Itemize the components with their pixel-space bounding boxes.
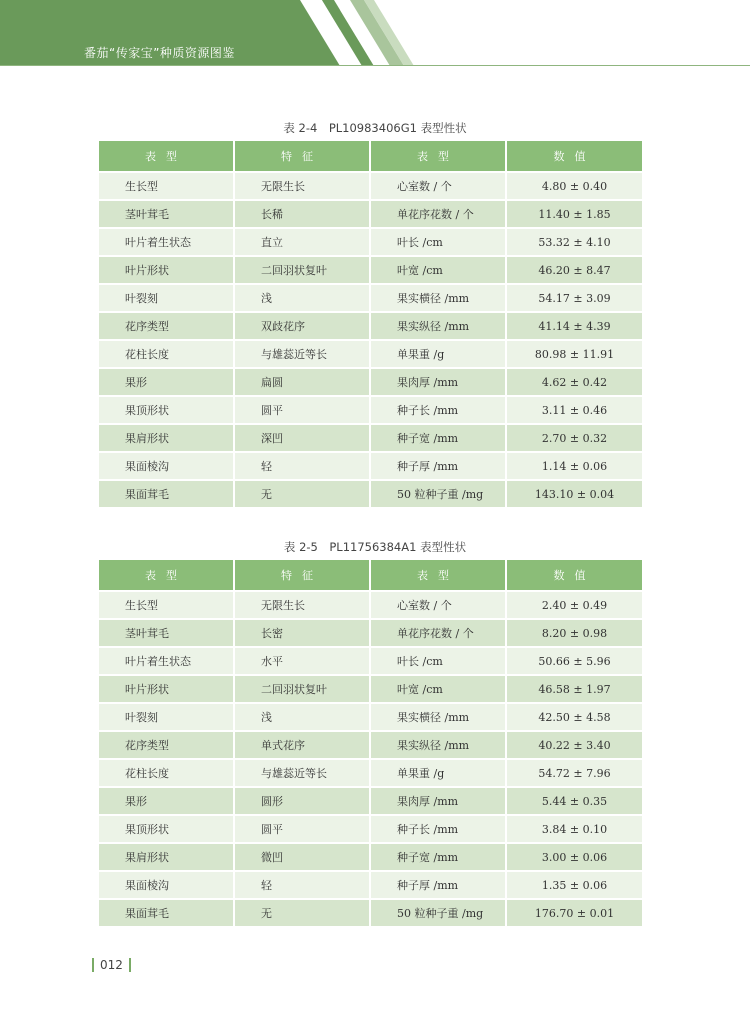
measure-value-cell: 3.84 ± 0.10 xyxy=(507,816,642,842)
footer-bar-right xyxy=(129,958,131,972)
measure-name-cell: 叶长 /cm xyxy=(371,229,505,255)
trait-name-cell: 果面棱沟 xyxy=(99,872,233,898)
table-row xyxy=(99,201,642,227)
table-row xyxy=(99,453,642,479)
measure-value-cell: 46.58 ± 1.97 xyxy=(507,676,642,702)
trait-name-cell: 叶片形状 xyxy=(99,676,233,702)
column-header: 表型 xyxy=(99,141,233,171)
trait-value-cell: 双歧花序 xyxy=(235,313,369,339)
measure-value-cell: 3.11 ± 0.46 xyxy=(507,397,642,423)
trait-value-cell: 长稀 xyxy=(235,201,369,227)
table-row xyxy=(99,872,642,898)
column-header: 数值 xyxy=(507,141,642,171)
column-header: 特征 xyxy=(235,560,369,590)
table-row xyxy=(99,369,642,395)
table-row xyxy=(99,620,642,646)
measure-name-cell: 心室数 / 个 xyxy=(371,173,505,199)
table-row xyxy=(99,481,642,507)
column-header: 特征 xyxy=(235,141,369,171)
measure-value-cell: 50.66 ± 5.96 xyxy=(507,648,642,674)
trait-value-cell: 深凹 xyxy=(235,425,369,451)
trait-value-cell: 圆形 xyxy=(235,788,369,814)
trait-value-cell: 轻 xyxy=(235,453,369,479)
table-body xyxy=(99,592,642,926)
table-row xyxy=(99,704,642,730)
trait-value-cell: 直立 xyxy=(235,229,369,255)
measure-name-cell: 心室数 / 个 xyxy=(371,592,505,618)
table-row xyxy=(99,592,642,618)
table-row xyxy=(99,341,642,367)
measure-name-cell: 种子宽 /mm xyxy=(371,425,505,451)
page-footer xyxy=(86,958,137,972)
table-row xyxy=(99,173,642,199)
trait-value-cell: 无限生长 xyxy=(235,173,369,199)
trait-name-cell: 果面茸毛 xyxy=(99,481,233,507)
measure-value-cell: 4.80 ± 0.40 xyxy=(507,173,642,199)
measure-value-cell: 80.98 ± 11.91 xyxy=(507,341,642,367)
header-title: 番茄“传家宝”种质资源图鉴 xyxy=(84,46,235,60)
trait-value-cell: 二回羽状复叶 xyxy=(235,676,369,702)
measure-name-cell: 果肉厚 /mm xyxy=(371,369,505,395)
trait-value-cell: 无限生长 xyxy=(235,592,369,618)
footer-bar-left xyxy=(92,958,94,972)
trait-name-cell: 生长型 xyxy=(99,173,233,199)
trait-value-cell: 无 xyxy=(235,481,369,507)
table-row xyxy=(99,816,642,842)
trait-value-cell: 轻 xyxy=(235,872,369,898)
table-row xyxy=(99,257,642,283)
trait-name-cell: 果顶形状 xyxy=(99,397,233,423)
measure-name-cell: 单花序花数 / 个 xyxy=(371,620,505,646)
trait-name-cell: 果顶形状 xyxy=(99,816,233,842)
table-row xyxy=(99,313,642,339)
measure-value-cell: 143.10 ± 0.04 xyxy=(507,481,642,507)
trait-name-cell: 叶裂刻 xyxy=(99,285,233,311)
trait-value-cell: 二回羽状复叶 xyxy=(235,257,369,283)
trait-name-cell: 花序类型 xyxy=(99,313,233,339)
trait-value-cell: 扁圆 xyxy=(235,369,369,395)
measure-name-cell: 种子厚 /mm xyxy=(371,872,505,898)
measure-value-cell: 8.20 ± 0.98 xyxy=(507,620,642,646)
table-row xyxy=(99,285,642,311)
trait-name-cell: 叶片形状 xyxy=(99,257,233,283)
trait-name-cell: 茎叶茸毛 xyxy=(99,620,233,646)
measure-name-cell: 50 粒种子重 /mg xyxy=(371,481,505,507)
table-header-row xyxy=(99,141,642,171)
trait-value-cell: 水平 xyxy=(235,648,369,674)
trait-value-cell: 与雄蕊近等长 xyxy=(235,341,369,367)
trait-name-cell: 叶裂刻 xyxy=(99,704,233,730)
table-row xyxy=(99,425,642,451)
measure-value-cell: 11.40 ± 1.85 xyxy=(507,201,642,227)
table-body xyxy=(99,173,642,507)
measure-name-cell: 种子宽 /mm xyxy=(371,844,505,870)
column-header: 表型 xyxy=(99,560,233,590)
column-header: 表型 xyxy=(371,141,505,171)
trait-name-cell: 叶片着生状态 xyxy=(99,648,233,674)
trait-name-cell: 花序类型 xyxy=(99,732,233,758)
table-row xyxy=(99,788,642,814)
header-rule xyxy=(0,65,750,66)
table-row xyxy=(99,397,642,423)
trait-value-cell: 微凹 xyxy=(235,844,369,870)
measure-value-cell: 42.50 ± 4.58 xyxy=(507,704,642,730)
measure-value-cell: 5.44 ± 0.35 xyxy=(507,788,642,814)
measure-value-cell: 46.20 ± 8.47 xyxy=(507,257,642,283)
measure-value-cell: 1.14 ± 0.06 xyxy=(507,453,642,479)
table-row xyxy=(99,229,642,255)
measure-name-cell: 50 粒种子重 /mg xyxy=(371,900,505,926)
page-number: 012 xyxy=(100,958,123,972)
measure-value-cell: 54.72 ± 7.96 xyxy=(507,760,642,786)
measure-value-cell: 53.32 ± 4.10 xyxy=(507,229,642,255)
column-header: 表型 xyxy=(371,560,505,590)
trait-name-cell: 花柱长度 xyxy=(99,760,233,786)
trait-name-cell: 果肩形状 xyxy=(99,425,233,451)
trait-name-cell: 果形 xyxy=(99,788,233,814)
phenotype-table-2-5 xyxy=(97,558,644,928)
trait-name-cell: 花柱长度 xyxy=(99,341,233,367)
measure-value-cell: 1.35 ± 0.06 xyxy=(507,872,642,898)
table-row xyxy=(99,676,642,702)
measure-name-cell: 果实纵径 /mm xyxy=(371,732,505,758)
measure-value-cell: 2.40 ± 0.49 xyxy=(507,592,642,618)
column-header: 数值 xyxy=(507,560,642,590)
table-caption: 表 2-5 PL11756384A1 表型性状 xyxy=(283,540,467,554)
measure-value-cell: 40.22 ± 3.40 xyxy=(507,732,642,758)
measure-name-cell: 种子长 /mm xyxy=(371,397,505,423)
table-row xyxy=(99,732,642,758)
trait-value-cell: 圆平 xyxy=(235,816,369,842)
measure-name-cell: 种子厚 /mm xyxy=(371,453,505,479)
table-row xyxy=(99,900,642,926)
trait-value-cell: 与雄蕊近等长 xyxy=(235,760,369,786)
measure-name-cell: 果实横径 /mm xyxy=(371,704,505,730)
trait-name-cell: 果面棱沟 xyxy=(99,453,233,479)
trait-value-cell: 长密 xyxy=(235,620,369,646)
table-caption: 表 2-4 PL10983406G1 表型性状 xyxy=(283,121,467,135)
measure-name-cell: 种子长 /mm xyxy=(371,816,505,842)
measure-name-cell: 单果重 /g xyxy=(371,341,505,367)
table-row xyxy=(99,760,642,786)
trait-name-cell: 茎叶茸毛 xyxy=(99,201,233,227)
measure-value-cell: 176.70 ± 0.01 xyxy=(507,900,642,926)
table-row xyxy=(99,844,642,870)
trait-name-cell: 果面茸毛 xyxy=(99,900,233,926)
trait-value-cell: 无 xyxy=(235,900,369,926)
measure-name-cell: 叶长 /cm xyxy=(371,648,505,674)
trait-name-cell: 果形 xyxy=(99,369,233,395)
trait-name-cell: 生长型 xyxy=(99,592,233,618)
trait-value-cell: 单式花序 xyxy=(235,732,369,758)
page-header xyxy=(0,0,750,66)
phenotype-table-2-4 xyxy=(97,139,644,509)
trait-name-cell: 果肩形状 xyxy=(99,844,233,870)
measure-value-cell: 2.70 ± 0.32 xyxy=(507,425,642,451)
measure-name-cell: 果肉厚 /mm xyxy=(371,788,505,814)
measure-name-cell: 叶宽 /cm xyxy=(371,676,505,702)
table-row xyxy=(99,648,642,674)
measure-name-cell: 叶宽 /cm xyxy=(371,257,505,283)
measure-value-cell: 4.62 ± 0.42 xyxy=(507,369,642,395)
trait-value-cell: 浅 xyxy=(235,285,369,311)
trait-value-cell: 浅 xyxy=(235,704,369,730)
table-header-row xyxy=(99,560,642,590)
measure-value-cell: 3.00 ± 0.06 xyxy=(507,844,642,870)
trait-value-cell: 圆平 xyxy=(235,397,369,423)
measure-name-cell: 单果重 /g xyxy=(371,760,505,786)
trait-name-cell: 叶片着生状态 xyxy=(99,229,233,255)
measure-name-cell: 果实横径 /mm xyxy=(371,285,505,311)
measure-value-cell: 54.17 ± 3.09 xyxy=(507,285,642,311)
measure-value-cell: 41.14 ± 4.39 xyxy=(507,313,642,339)
measure-name-cell: 单花序花数 / 个 xyxy=(371,201,505,227)
measure-name-cell: 果实纵径 /mm xyxy=(371,313,505,339)
